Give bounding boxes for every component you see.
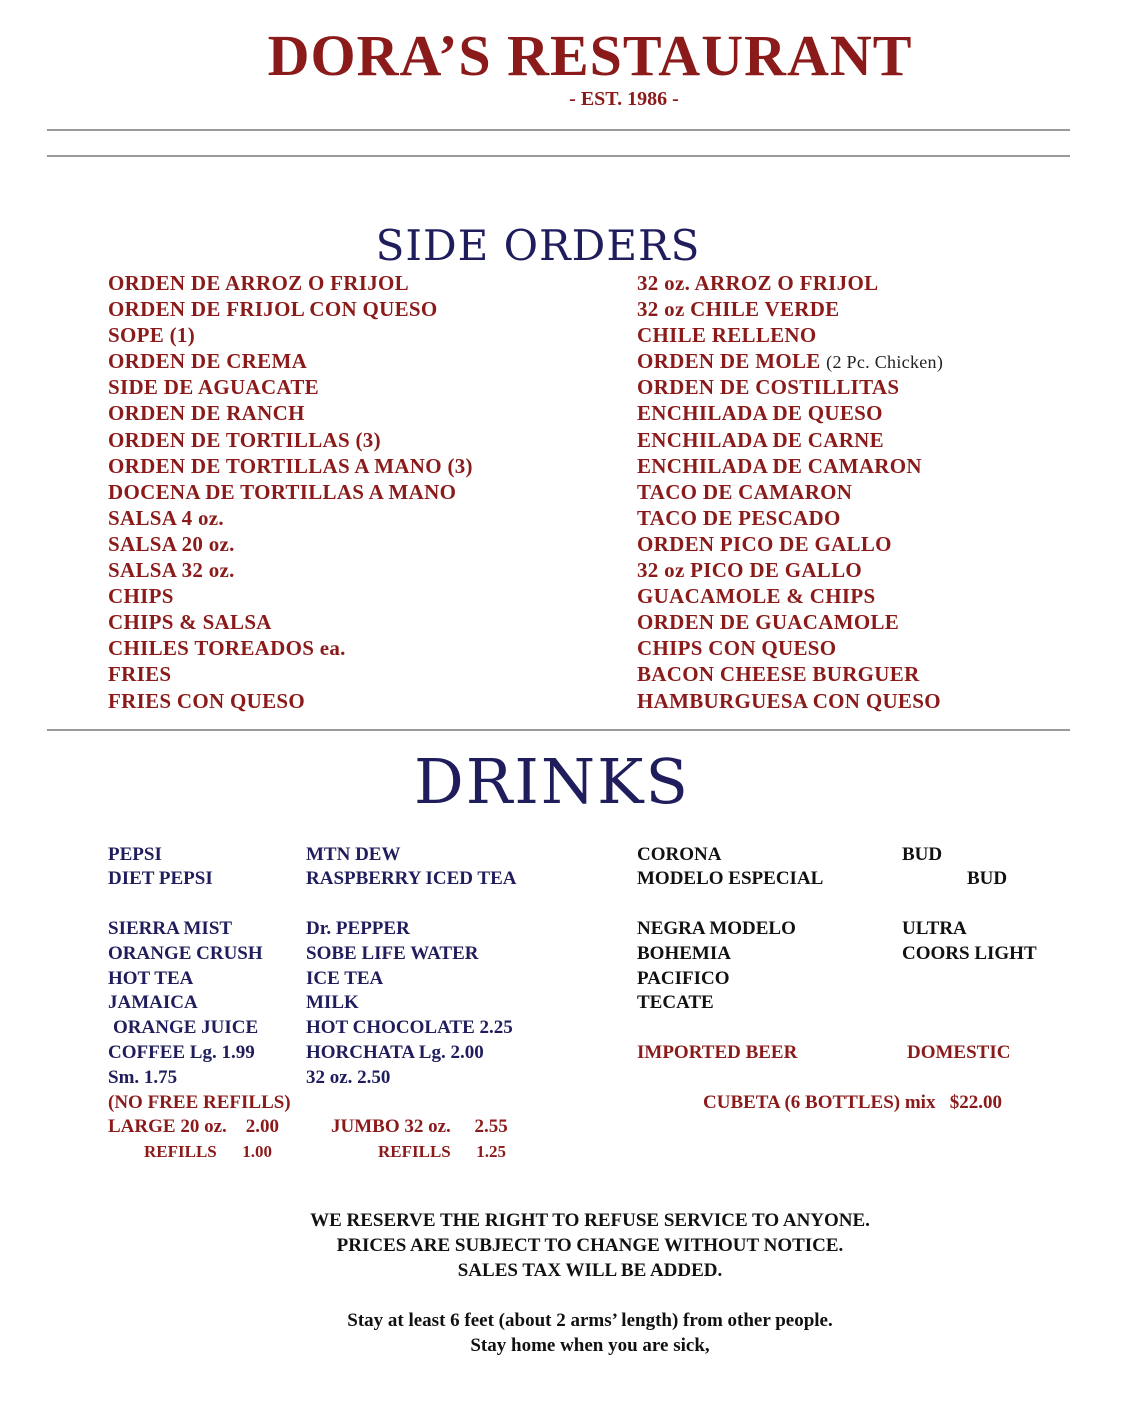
footer-notice: SALES TAX WILL BE ADDED.: [457, 1260, 723, 1281]
domestic-beer-label: DOMESTIC: [907, 1042, 1011, 1063]
list-item: COORS LIGHT: [902, 943, 1037, 964]
list-item: SALSA 4 oz.: [108, 505, 224, 530]
side-orders-heading: SIDE ORDERS: [375, 221, 701, 270]
jumbo-price: JUMBO 32 oz. 2.55: [331, 1116, 508, 1137]
list-item: ORDEN DE FRIJOL CON QUESO: [108, 297, 438, 322]
footer-notice: Stay home when you are sick,: [470, 1335, 710, 1356]
list-item: GUACAMOLE & CHIPS: [637, 584, 876, 609]
large-price: LARGE 20 oz. 2.00: [108, 1116, 279, 1137]
list-item: BACON CHEESE BURGUER: [637, 662, 920, 687]
list-item: ORDEN DE TORTILLAS (3): [108, 427, 381, 452]
list-item: CHILES TOREADOS ea.: [108, 636, 346, 661]
no-refills-note: (NO FREE REFILLS): [108, 1092, 291, 1113]
list-item: CHIPS CON QUESO: [637, 636, 837, 661]
list-item: [637, 348, 943, 374]
divider: [47, 129, 1070, 131]
established-year: - EST. 1986 -: [569, 88, 679, 110]
list-item: ORDEN DE GUACAMOLE: [637, 610, 900, 635]
footer-notice: Stay at least 6 feet (about 2 arms’ length) from other people.: [347, 1310, 833, 1331]
list-item: CHIPS: [108, 584, 174, 609]
list-item: HAMBURGUESA CON QUESO: [637, 688, 941, 713]
list-item: HOT TEA: [108, 968, 194, 989]
list-item: HORCHATA Lg. 2.00: [306, 1042, 484, 1063]
list-item: MTN DEW: [306, 844, 401, 865]
list-item: ORANGE JUICE: [113, 1017, 259, 1038]
drinks-heading: DRINKS: [414, 745, 690, 818]
list-item: NEGRA MODELO: [637, 918, 796, 939]
large-refills-price: REFILLS 1.00: [144, 1142, 272, 1161]
list-item: SALSA 32 oz.: [108, 558, 235, 583]
list-item: 32 oz. ARROZ O FRIJOL: [637, 271, 879, 295]
imported-beer-label: IMPORTED BEER: [637, 1042, 798, 1063]
item-note: (2 Pc. Chicken): [826, 352, 944, 373]
list-item: MODELO ESPECIAL: [637, 868, 824, 889]
list-item: ICE TEA: [306, 968, 384, 989]
list-item: ORANGE CRUSH: [108, 943, 263, 964]
list-item: ORDEN PICO DE GALLO: [637, 531, 892, 556]
list-item: SIERRA MIST: [108, 918, 233, 939]
list-item: CHIPS & SALSA: [108, 610, 272, 635]
list-item: TECATE: [637, 992, 714, 1013]
list-item: SOBE LIFE WATER: [306, 943, 479, 964]
list-item: 32 oz. 2.50: [306, 1067, 391, 1088]
divider: [47, 729, 1070, 731]
list-item: COFFEE Lg. 1.99: [108, 1042, 255, 1063]
jumbo-refills-price: REFILLS 1.25: [378, 1142, 506, 1161]
list-item: CORONA: [637, 844, 722, 865]
divider: [47, 155, 1070, 157]
list-item: ORDEN DE RANCH: [108, 401, 305, 426]
list-item: BUD: [902, 844, 943, 865]
list-item: SALSA 20 oz.: [108, 531, 235, 556]
footer-notice: PRICES ARE SUBJECT TO CHANGE WITHOUT NOTICE.: [336, 1235, 844, 1256]
list-item: ORDEN DE CREMA: [108, 349, 308, 374]
list-item: ENCHILADA DE CARNE: [637, 427, 884, 452]
list-item: PACIFICO: [637, 968, 730, 989]
list-item: 32 oz PICO DE GALLO: [637, 558, 863, 583]
list-item: ORDEN DE COSTILLITAS: [637, 375, 900, 400]
list-item: DOCENA DE TORTILLAS A MANO: [108, 479, 457, 504]
list-item: TACO DE PESCADO: [637, 505, 841, 530]
list-item: BOHEMIA: [637, 943, 731, 964]
side-orders-left-column: [108, 270, 473, 714]
list-item: ORDEN DE ARROZ O FRIJOL: [108, 271, 409, 295]
list-item: Dr. PEPPER: [306, 918, 410, 939]
list-item: TACO DE CAMARON: [637, 479, 853, 504]
list-item: ULTRA: [902, 918, 967, 939]
list-item: SOPE (1): [108, 323, 195, 348]
list-item: CHILE RELLENO: [637, 323, 817, 348]
list-item: ORDEN DE TORTILLAS A MANO (3): [108, 453, 473, 478]
list-item: RASPBERRY ICED TEA: [306, 868, 517, 889]
list-item: ENCHILADA DE CAMARON: [637, 453, 922, 478]
item-label: ORDEN DE MOLE: [637, 349, 821, 374]
side-orders-right-column: [637, 270, 943, 714]
list-item: DIET PEPSI: [108, 868, 213, 889]
list-item: BUD: [967, 868, 1008, 889]
list-item: SIDE DE AGUACATE: [108, 375, 319, 400]
list-item: ENCHILADA DE QUESO: [637, 401, 883, 426]
list-item: 32 oz CHILE VERDE: [637, 297, 840, 322]
cubeta-price: CUBETA (6 BOTTLES) mix $22.00: [703, 1092, 1002, 1113]
list-item: JAMAICA: [108, 992, 198, 1013]
list-item: Sm. 1.75: [108, 1067, 178, 1088]
restaurant-title: DORA’S RESTAURANT: [267, 23, 913, 88]
list-item: PEPSI: [108, 844, 162, 865]
list-item: HOT CHOCOLATE 2.25: [306, 1017, 513, 1038]
list-item: FRIES: [108, 662, 172, 687]
list-item: FRIES CON QUESO: [108, 688, 306, 713]
list-item: MILK: [306, 992, 359, 1013]
footer-notice: WE RESERVE THE RIGHT TO REFUSE SERVICE TO ANYONE.: [310, 1210, 870, 1231]
